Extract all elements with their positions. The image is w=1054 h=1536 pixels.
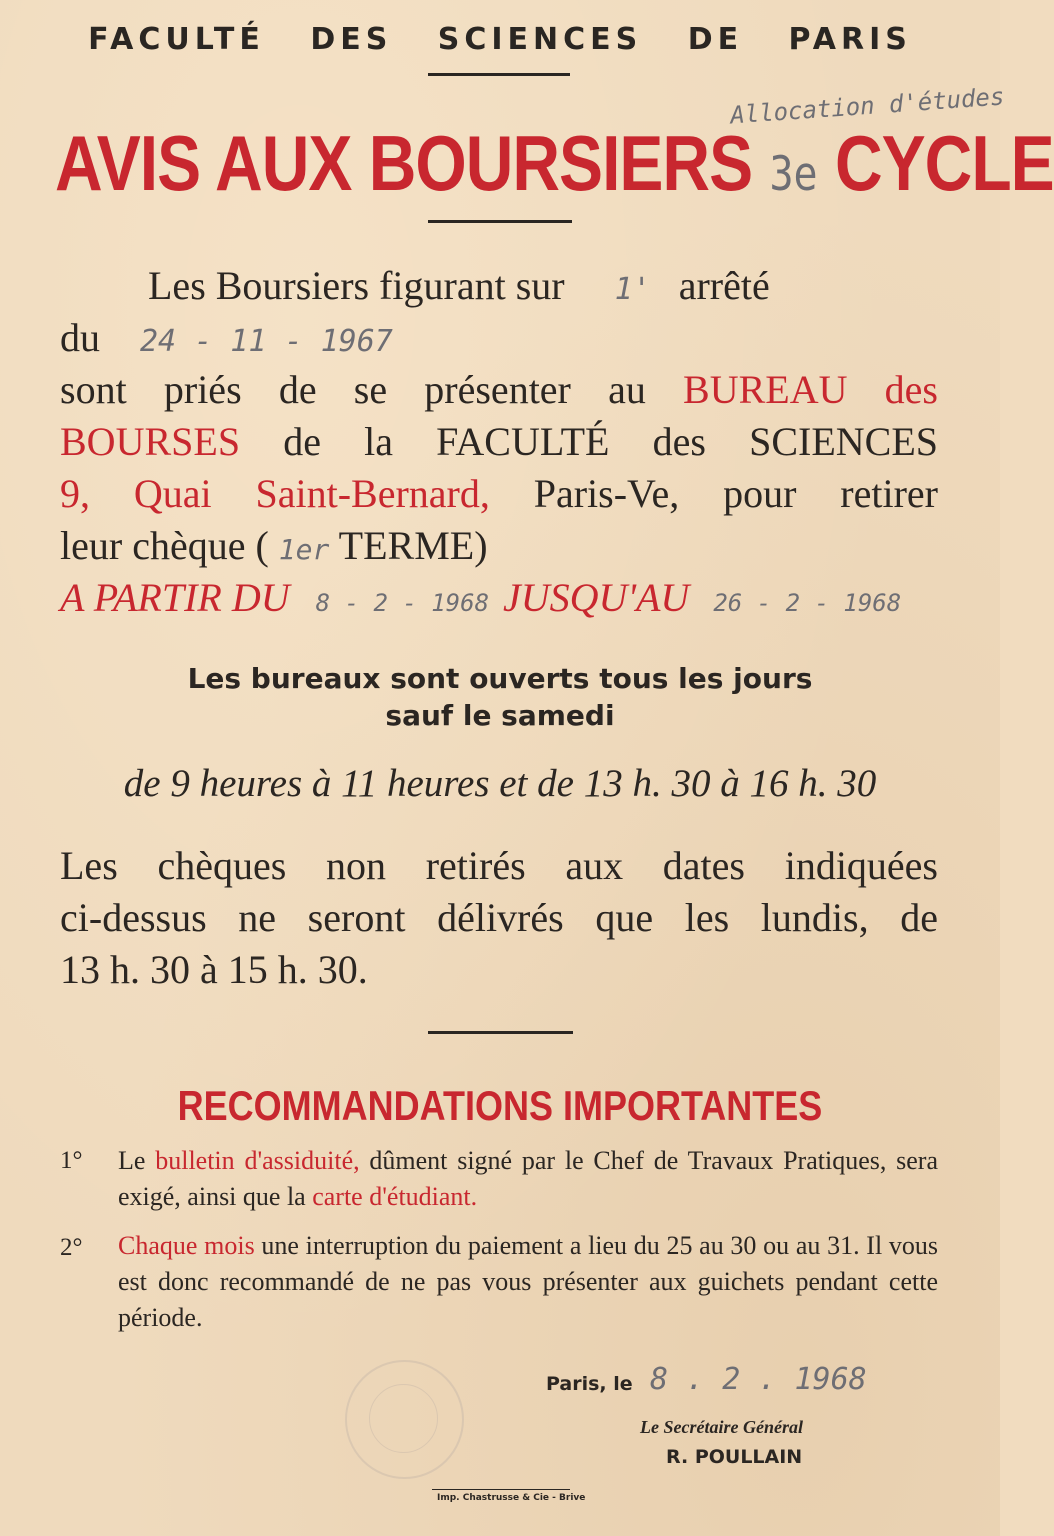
top-rule — [428, 73, 570, 76]
late-pickup-line-1: Les chèques non retirés aux dates indiquées — [60, 843, 938, 888]
late-pickup-line-2: ci-dessus ne seront délivrés que les lundis, de — [60, 895, 938, 940]
notice-line-6: leur chèque ( 1er TERME) — [60, 523, 488, 568]
notice-title — [55, 118, 1054, 208]
notice-line-4: BOURSES de la FACULTÉ des SCIENCES — [60, 419, 938, 464]
handwritten-signature-date: 8 . 2 . 1968 — [650, 1362, 867, 1397]
notice-line-2: du 24 - 11 - 1967 — [60, 315, 393, 360]
handwritten-annotation: Allocation d'études — [729, 82, 1006, 130]
title-end: CYCLE — [834, 119, 1054, 207]
section-rule — [428, 1031, 573, 1034]
faculty-heading: FACULTÉ DES SCIENCES DE PARIS — [88, 22, 912, 57]
handwritten-start-date: 8 - 2 - 1968 — [315, 589, 490, 617]
notice-line-3: sont priés de se présenter au BUREAU des — [60, 367, 939, 412]
late-pickup-line-3: 13 h. 30 à 15 h. 30. — [60, 947, 368, 992]
opening-days-line-1: Les bureaux sont ouverts tous les jours — [187, 662, 813, 695]
recommendation-1-number: 1° — [60, 1147, 83, 1174]
title-handwritten-cycle: 3e — [769, 147, 818, 202]
printer-rule — [432, 1489, 570, 1490]
opening-days-line-2: sauf le samedi — [385, 699, 615, 732]
notice-line-5: 9, Quai Saint-Bernard, Paris-Ve, pour retirer — [60, 471, 939, 516]
notice-line-1: Les Boursiers figurant sur 1' arrêté — [148, 263, 770, 308]
title-rule — [428, 220, 572, 223]
recommendation-1-text: Le bulletin d'assiduité, dûment signé par le Chef de Travaux Pratiques, sera exigé, ainsi que la carte d'étudiant. — [118, 1146, 939, 1211]
recommendation-2-number: 2° — [60, 1234, 83, 1261]
handwritten-decree-date: 24 - 11 - 1967 — [140, 324, 393, 359]
recommendation-2-text: Chaque mois une interruption du paiement a lieu du 25 au 30 ou au 31. Il vous est donc recommandé de ne pas vous présenter aux guichets pendant cette période. — [118, 1231, 938, 1332]
handwritten-end-date: 26 - 2 - 1968 — [713, 589, 902, 617]
faded-stamp — [345, 1360, 464, 1479]
signature-place: Paris, le — [546, 1373, 633, 1395]
handwritten-term: 1er — [278, 533, 330, 566]
printer-credit: Imp. Chastrusse & Cie - Brive — [437, 1493, 586, 1503]
recommendations-title: RECOMMANDATIONS IMPORTANTES — [177, 1082, 823, 1130]
handwritten-decree-number: 1' — [614, 272, 651, 307]
opening-hours: de 9 heures à 11 heures et de 13 h. 30 à 16 h. 30 — [123, 762, 877, 805]
signatory-role: Le Secrétaire Général — [640, 1417, 803, 1437]
title-start: AVIS AUX BOURSIERS — [55, 119, 753, 207]
notice-line-7: A PARTIR DU 8 - 2 - 1968 JUSQU'AU 26 - 2 - 1968 — [60, 575, 902, 620]
signatory-name: R. POULLAIN — [666, 1446, 803, 1468]
